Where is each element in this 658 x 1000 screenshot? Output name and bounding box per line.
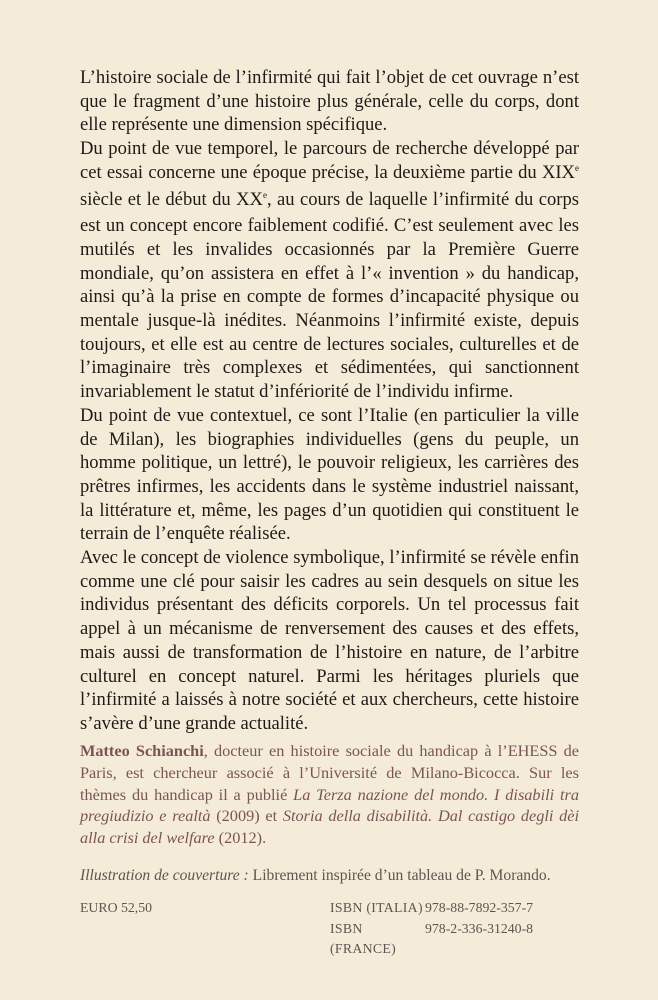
bio-text-c: (2012). — [214, 828, 267, 848]
isbn-row-france — [330, 919, 580, 960]
superscript-2: e — [262, 189, 267, 200]
paragraph-2-part-c: , au cours de laquelle l’infirmité du corps est un concept encore faiblement codifié. C’est seulement avec les mutilés et les invalides occasionnés par la Première Guerre mondiale, qu’on assistera en effet à l’« invention » du handicap, ainsi qu’à la prise en compte de formes d’incapacité physique ou mentale jusque-là inédites. Néanmoins l’infirmité existe, depuis toujours, et elle est au centre de lectures sociales, culturelles et de l’imaginaire très complexes et sédimentées, qui sanctionnent invariablement le statut d’infériorité de l’individu infirme. — [80, 188, 579, 403]
book-title-2: Storia della disabilità. Dal castigo degli dèi alla crisi del welfare — [80, 806, 579, 848]
isbn-france-value: 978-2-336-31240-8 — [425, 920, 534, 936]
superscript-1: e — [575, 162, 579, 173]
isbn-italia-label: ISBN (ITALIA) — [330, 900, 423, 915]
paragraph-4: Avec le concept de violence symbolique, l’infirmité se révèle enfin comme une clé pour saisir les cadres au sein desquels on situe les individus présentant des déficits corporels. Un tel processus fait appel à un mécanisme de renversement des causes et des effets, mais aussi de transformation de l’histoire en nature, de l’arbitre culturel en concept naturel. Parmi les héritages pluriels que l’infirmité a laissés à notre société et aux chercheurs, cette histoire s’avère d’une grande actualité. — [80, 547, 579, 734]
paragraph-2-part-b: siècle et le début du XX — [80, 188, 263, 210]
paragraph-3: Du point de vue contextuel, ce sont l’Italie (en particulier la ville de Milan), les biographies individuelles (gens du peuple, un homme politique, un lettré), le pouvoir religieux, les carrières des prêtres infirmes, les accidents dans le système industriel naissant, la littérature et, même, les pages d’un quotidien qui constituent le terrain de l’enquête réalisée. — [80, 404, 579, 545]
cover-credit — [80, 866, 600, 886]
blurb — [80, 66, 579, 736]
paragraph-2-part-a: Du point de vue temporel, le parcours de recherche développé par cet essai concerne une époque précise, la deuxième partie du XIX — [80, 138, 579, 183]
bio-text-b: (2009) et — [210, 806, 283, 826]
author-name: Matteo Schianchi — [80, 741, 204, 760]
isbn-france-label: ISBN (FRANCE) — [330, 920, 397, 956]
isbn-row-italia — [330, 898, 580, 919]
cover-credit-text: Librement inspirée d’un tableau de P. Morando. — [248, 867, 551, 884]
bio-text-a: , docteur en histoire sociale du handicap à l’EHESS de Paris, est chercheur associé à l’Université de Milano-Bicocca. Sur les thèmes du handicap il a publié — [80, 741, 579, 804]
cover-credit-label: Illustration de couverture : — [80, 867, 249, 884]
paragraph-2 — [80, 137, 579, 404]
isbn-block — [330, 898, 580, 960]
author-bio — [80, 740, 579, 849]
book-title-1: La Terza nazione del mondo. I disabili tra pregiudizio e realtà — [80, 784, 579, 826]
price: EURO 52,50 — [80, 900, 153, 915]
isbn-italia-value: 978-88-7892-357-7 — [425, 900, 534, 915]
paragraph-1: L’histoire sociale de l’infirmité qui fait l’objet de cet ouvrage n’est que le fragment d’une histoire plus générale, celle du corps, dont elle représente une dimension spécifique. — [80, 67, 579, 136]
